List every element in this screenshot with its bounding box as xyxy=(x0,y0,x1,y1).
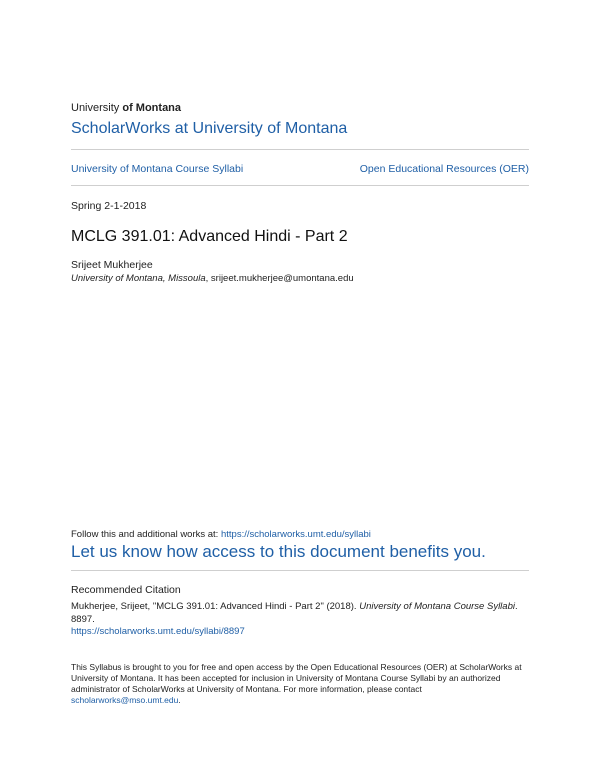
citation-series: University of Montana Course Syllabi xyxy=(359,601,515,612)
divider-top xyxy=(71,149,529,150)
follow-line xyxy=(71,529,371,540)
citation-heading: Recommended Citation xyxy=(71,584,181,596)
notice-text: This Syllabus is brought to you for free and open access by the Open Educational Resources (OER) at ScholarWorks at University of Montana. It has been accepted for inclusion in University of Montana Course Syllabi by an authorized administrator of ScholarWorks at University of Montana. For more information, please contact xyxy=(71,662,522,694)
citation-link[interactable]: https://scholarworks.umt.edu/syllabi/8897 xyxy=(71,626,245,637)
divider-collections xyxy=(71,185,529,186)
collection-link-syllabi[interactable]: University of Montana Course Syllabi xyxy=(71,163,244,175)
affiliation-email: , srijeet.mukherjee@umontana.edu xyxy=(205,273,354,284)
university-name xyxy=(71,102,181,114)
university-bold: of Montana xyxy=(122,102,182,114)
publication-date: Spring 2-1-2018 xyxy=(71,200,147,212)
university-prefix: University xyxy=(71,102,120,114)
site-title-link[interactable]: ScholarWorks at University of Montana xyxy=(71,120,348,137)
contact-email-link[interactable]: scholarworks@mso.umt.edu xyxy=(71,695,179,705)
author-affiliation xyxy=(71,273,354,284)
follow-link[interactable]: https://scholarworks.umt.edu/syllabi xyxy=(220,529,371,540)
citation-text xyxy=(71,600,531,626)
author-name: Srijeet Mukherjee xyxy=(71,259,153,271)
citation-after: . 8897. xyxy=(71,601,518,625)
citation-before: Mukherjee, Srijeet, "MCLG 391.01: Advanced Hindi - Part 2" (2018). xyxy=(71,601,360,612)
divider-benefit xyxy=(71,570,529,571)
benefit-feedback-link[interactable]: Let us know how access to this document benefits you. xyxy=(71,542,486,561)
collection-link-oer[interactable]: Open Educational Resources (OER) xyxy=(359,163,529,175)
access-notice xyxy=(71,662,531,706)
document-title: MCLG 391.01: Advanced Hindi - Part 2 xyxy=(71,228,348,245)
affiliation-institution: University of Montana, Missoula xyxy=(71,273,206,284)
follow-text: Follow this and additional works at: xyxy=(71,529,221,540)
notice-end: . xyxy=(178,695,181,705)
